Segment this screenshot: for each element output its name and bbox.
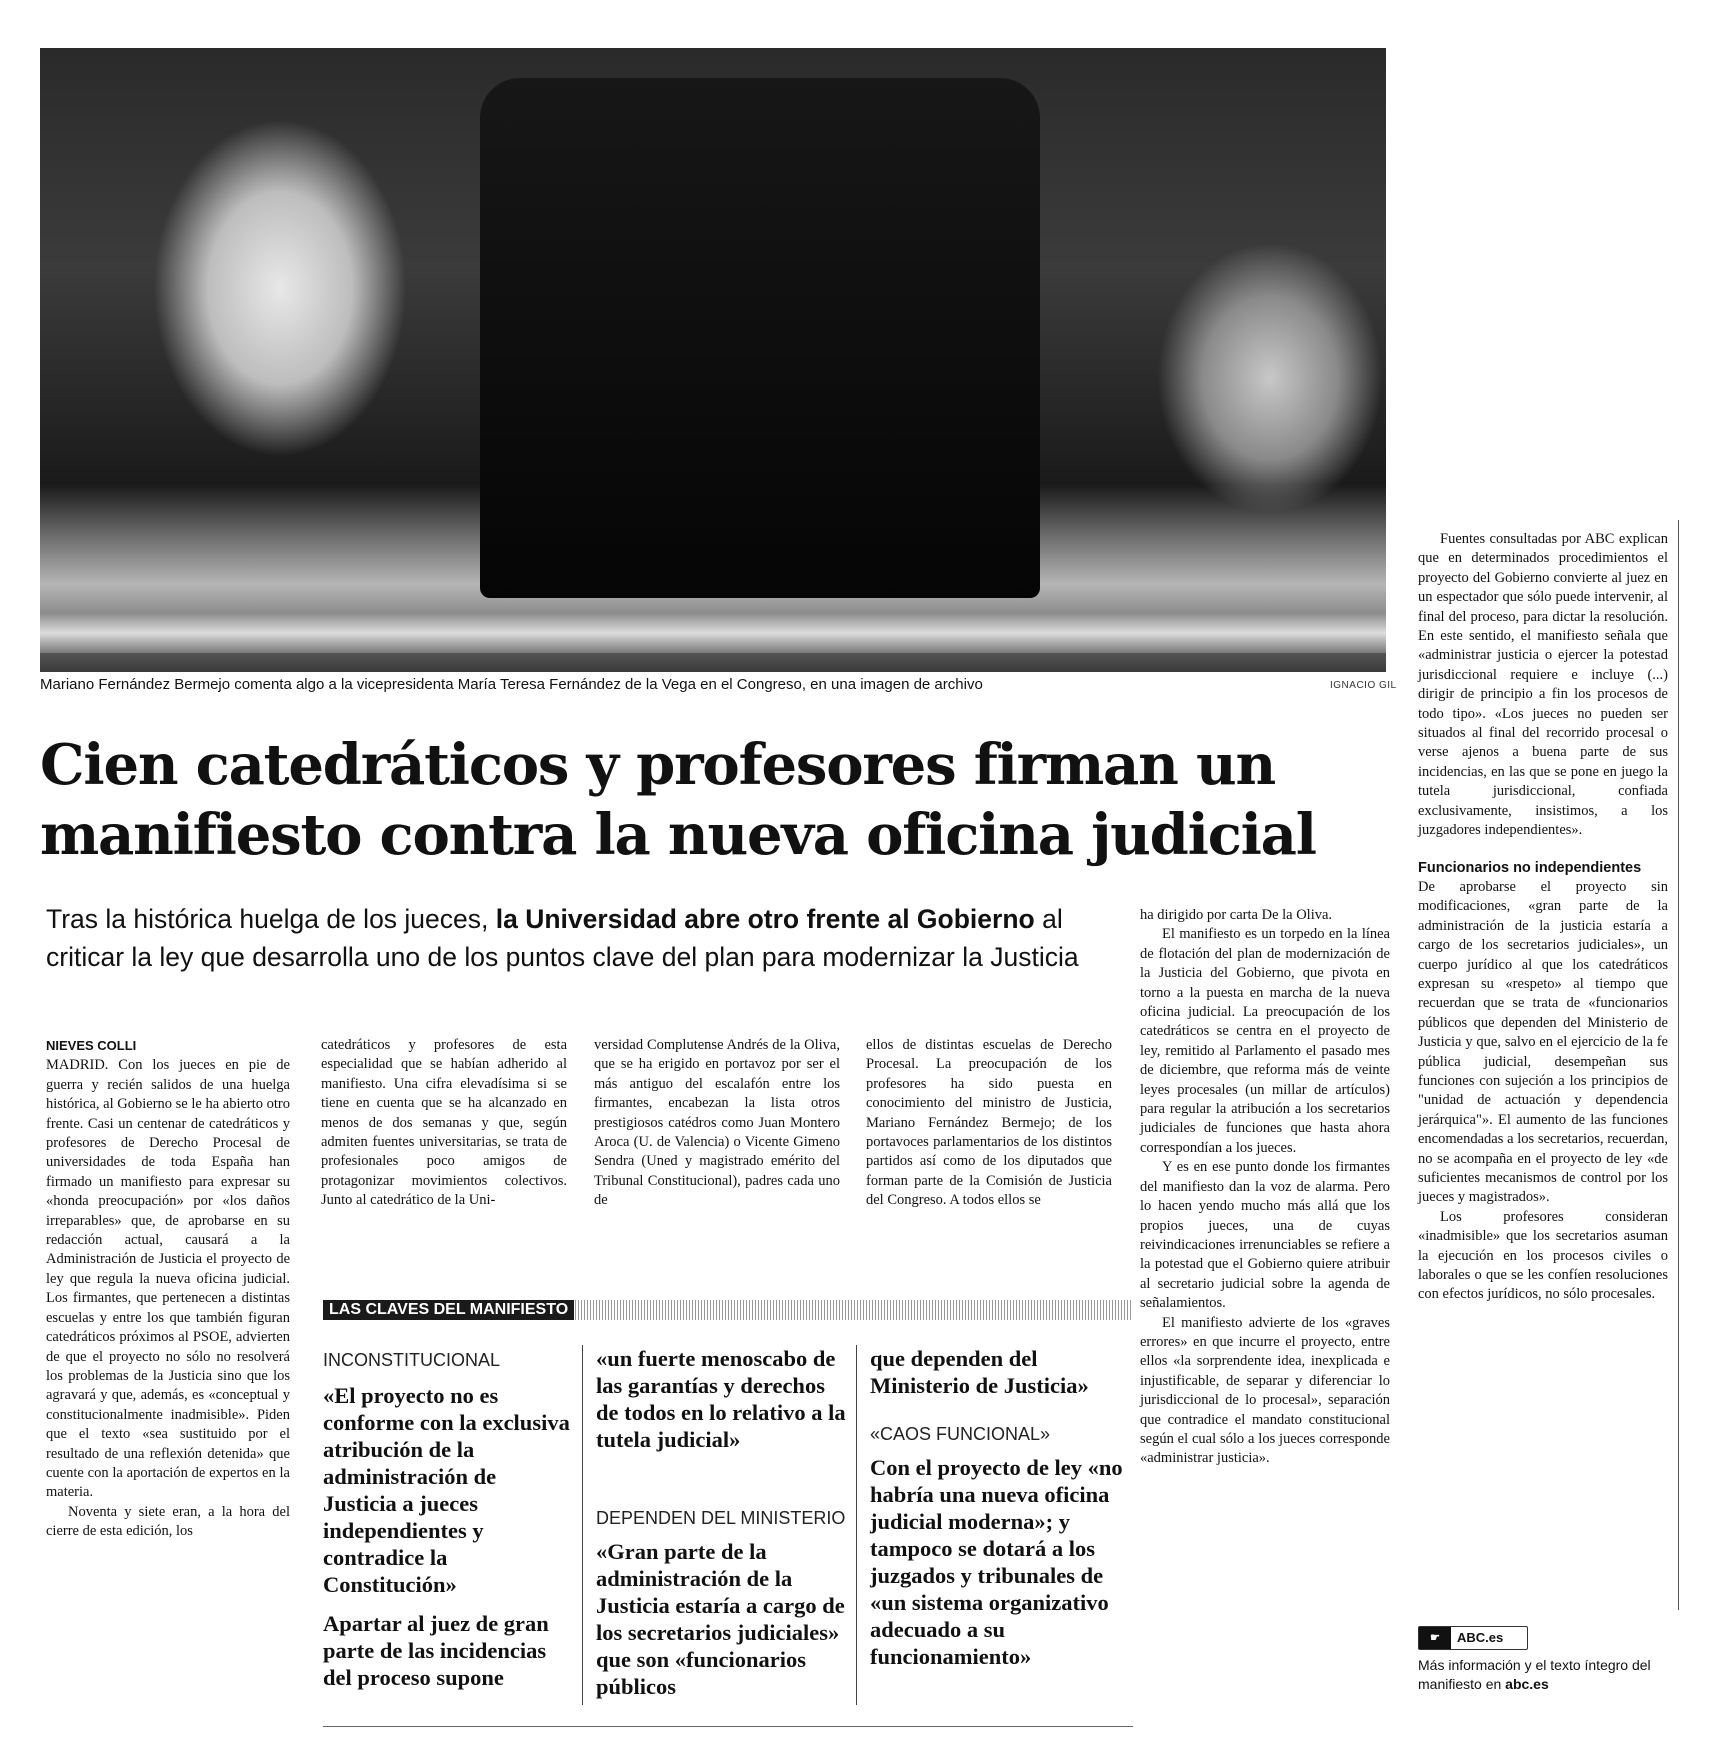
subtitle-tail: al criticar la ley que desarrolla uno de los puntos clave del plan para modernizar la Justicia: [46, 904, 1079, 972]
clave-3-heading: «CAOS FUNCIONAL»: [870, 1424, 1051, 1444]
column-6-para-1: Fuentes consultadas por ABC explican que en determinados procedimientos el proyecto del Gobierno convierte al juez en un espectador que sólo puede intervenir, al final del proceso, para dictar la resolución. En este sentido, el manifiesto señala que «administrar justicia o ejercer la potestad jurisdiccional requiere e incluye (...) dirigir de principio a fin los procesos de todo tipo». «Los jueces no pueden ser situados al final del recorrido procesal o verse ajenos a buena parte de sus incidencias, en las que se pone en juego la tutela jurisdiccional, confiada exclusivamente, insistimos, a los juzgadores independientes».: [1418, 531, 1668, 839]
headline: Cien catedráticos y profesores firman un manifiesto contra la nueva oficina judicial: [40, 732, 1316, 868]
column-5-para-3: Y es en ese punto donde los firmantes del manifiesto dan la voz de alarma. Pero lo hacen yendo mucho más allá que los propios jueces, una de cuyas reivindicaciones irrenunciables se refiere a la potestad que el Gobierno quiere atribuir al secretario judicial sobre la agenda de señalamientos.: [1140, 1159, 1390, 1312]
clave-3-quote-2: Con el proyecto de ley «no habría una nueva oficina judicial moderna»; y tampoco se dotará a los juzgados y tribunales de «un sistema organizativo adecuado a su funcionamiento»: [870, 1455, 1123, 1669]
claves-divider-1: [582, 1345, 583, 1705]
claves-divider-2: [856, 1345, 857, 1705]
abc-note: [1418, 1656, 1680, 1694]
column-5-para-2: El manifiesto es un torpedo en la línea de flotación del plan de modernización de la Justicia del Gobierno, que pivota en torno a la puesta en marcha de la nueva oficina judicial. La preocupación de los catedráticos se centra en el proyecto de ley, remitido al Parlamento el pasado mes de diciembre, que reforma más de veinte leyes procesales (un millar de artículos) para regular la atribución a los secretarios judiciales de funciones que hasta ahora correspondían a los jueces.: [1140, 926, 1390, 1156]
abc-logo: [1418, 1626, 1528, 1650]
subtitle-bold: la Universidad abre otro frente al Gobierno: [495, 904, 1035, 934]
subhead-funcionarios: Funcionarios no independientes: [1418, 859, 1642, 876]
clave-2-quote-2: «Gran parte de la administración de la Justicia estaría a cargo de los secretarios judiciales» que son «funcionarios públicos: [596, 1539, 845, 1699]
claves-bottom-rule: [323, 1726, 1133, 1727]
clave-2-heading: DEPENDEN DEL MINISTERIO: [596, 1508, 846, 1528]
column-5-para-4: El manifiesto advierte de los «graves errores» en que incurre el proyecto, entre ellos «la sorprendente idea, inexplicada e injustificable, de separar y diferenciar lo jurisdiccional de lo procesal», separación que contradice el mandato constitucional según el cual sólo a los jueces corresponde «administrar justicia».: [1140, 1314, 1390, 1467]
photo-credit: IGNACIO GIL: [1330, 680, 1397, 691]
subtitle: [46, 900, 1116, 976]
abc-link[interactable]: abc.es: [1505, 1676, 1549, 1692]
photo-caption: Mariano Fernández Bermejo comenta algo a la vicepresidenta María Teresa Fernández de la Vega en el Congreso, en una imagen de archivo: [40, 676, 983, 693]
clave-1-extra: Apartar al juez de gran parte de las incidencias del proceso supone: [323, 1611, 549, 1690]
clave-1-heading: INCONSTITUCIONAL: [323, 1350, 501, 1370]
column-3: [594, 1036, 840, 1211]
column-4: [866, 1036, 1112, 1211]
abc-note-text: Más información y el texto íntegro del manifiesto en: [1418, 1657, 1651, 1692]
claves-title: LAS CLAVES DEL MANIFIESTO: [323, 1300, 574, 1320]
hand-icon: ☛: [1419, 1627, 1451, 1649]
column-6-para-2: De aprobarse el proyecto sin modificaciones, «gran parte de la administración de la justicia estaría a cargo de los secretarios judiciales», un cuerpo jurídico al que los catedráticos expresan su «respeto» al tiempo que recuerdan que se trata de «funcionarios públicos que dependen del Ministerio de Justicia y que, salvo en el ejercicio de la fe pública judicial, desempeñan sus funciones con sujeción a los principios de "unidad de actuación y dependencia jerárquica"». El aumento de las funciones encomendadas a los secretarios, recuerdan, no se acompaña en el proyecto de ley «de suficientes mecanismos de control por los jueces y magistrados».: [1418, 878, 1668, 1206]
column-2-para: catedráticos y profesores de esta especialidad que se habían adherido al manifiesto. Una cifra elevadísima si se tiene en cuenta que se ha alcanzado en menos de dos semanas y que, según admiten fuentes universitarias, se trata de profesionales poco amigos de protagonizar movimientos colectivos. Junto al catedrático de la Uni-: [321, 1037, 567, 1209]
byline: NIEVES COLLI: [46, 1038, 137, 1053]
column-2: [321, 1036, 567, 1211]
clave-1-quote: «El proyecto no es conforme con la exclusiva atribución de la administración de Justicia a jueces independientes y contradice la Constitución»: [323, 1383, 570, 1597]
column-1: [46, 1036, 290, 1542]
column-divider: [1678, 520, 1679, 1610]
clave-3-quote: que dependen del Ministerio de Justicia»: [870, 1346, 1089, 1398]
photo-rail-shape: [40, 613, 1386, 653]
photo-seat-shape: [480, 78, 1040, 598]
subtitle-lead: Tras la histórica huelga de los jueces,: [46, 904, 496, 934]
abc-logo-text: ABC.es: [1457, 1630, 1504, 1645]
article-photo: [40, 48, 1386, 672]
column-3-para: versidad Complutense Andrés de la Oliva, que se ha erigido en portavoz por ser el más antiguo del escalafón entre los firmantes, encabezan la lista otros prestigiosos catédros como Juan Montero Aroca (U. de Valencia) o Vicente Gimeno Sendra (Uned y magistrado emérito del Tribunal Constitucional), padres cada uno de: [594, 1037, 840, 1209]
column-4-para: ellos de distintas escuelas de Derecho Procesal. La preocupación de los profesores ha sido puesta en conocimiento del ministro de Justicia, Mariano Fernández Bermejo; de los portavoces parlamentarios de los distintos partidos así como de los diputados que forman parte de la Comisión de Justicia del Congreso. A todos ellos se: [866, 1037, 1112, 1209]
column-6: [1418, 530, 1668, 1305]
column-5: [1140, 906, 1390, 1469]
clave-2-quote: «un fuerte menoscabo de las garantías y derechos de todos en lo relativo a la tutela judicial»: [596, 1346, 846, 1452]
column-6-para-3: Los profesores consideran «inadmisible» que los secretarios asuman la ejecución en los procesos civiles o laborales o que se les confíen resoluciones con efectos jurídicos, no sólo procesales.: [1418, 1208, 1668, 1303]
column-1-para: MADRID. Con los jueces en pie de guerra y recién salidos de una huelga histórica, al Gobierno se le ha abierto otro frente. Casi un centenar de catedráticos y profesores de Derecho Procesal de universidades de toda España han firmado un manifiesto para expresar su «honda preocupación» por «los daños irreparables» que, de aprobarse en su redacción actual, causará a la Administración de Justicia el proyecto de ley que regula la nueva oficina judicial. Los firmantes, que pertenecen a distintas escuelas y entre los que también figuran catedráticos próximos al PSOE, advierten de que el proyecto no sólo no resolverá los problemas de la Justicia sino que los agravará y que, además, es «conceptual y constitucionalmente inadmisible». Piden que el texto «sea sustituido por el resultado de una reflexión detenida» que cuente con la aportación de expertos en la materia.: [46, 1057, 291, 1501]
column-1-para-2: Noventa y siete eran, a la hora del cierre de esta edición, los: [46, 1503, 290, 1540]
column-5-para-1: ha dirigido por carta De la Oliva.: [1140, 907, 1333, 923]
